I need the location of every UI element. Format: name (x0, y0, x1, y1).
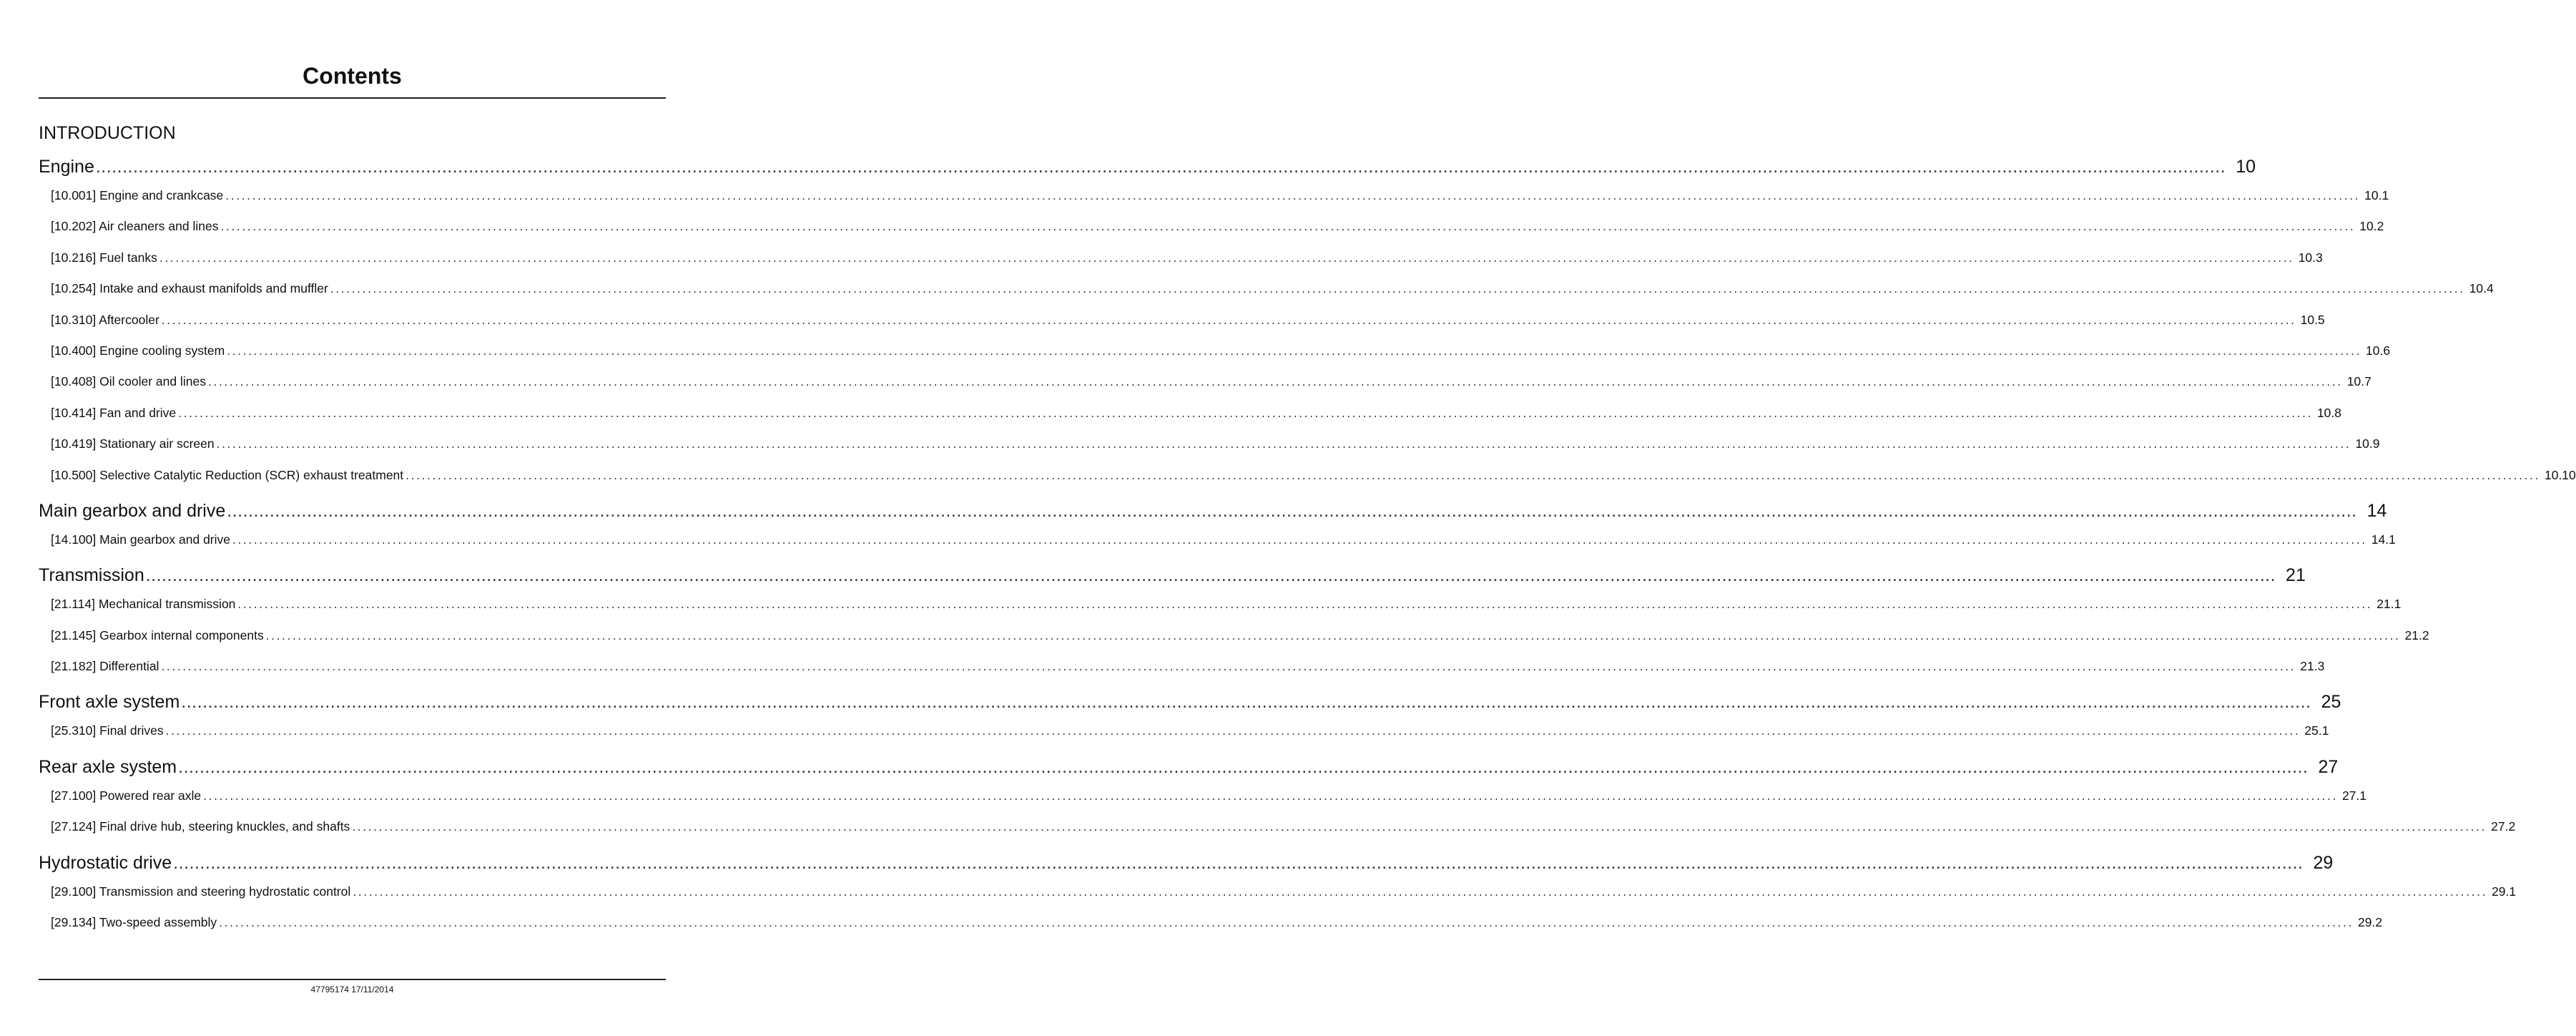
toc-entry-page: 10.4 (2469, 281, 2494, 296)
dot-leader: ................................................................................................................................................................................................................................................................................................................................................................................................................ (405, 467, 2540, 482)
toc-entry-page: 10.1 (2364, 188, 2389, 202)
table-of-contents (39, 153, 2576, 938)
toc-entry-link[interactable] (39, 620, 2429, 651)
dot-leader: ................................................................................................................................................................................................................................................................................................................................................................................................................ (237, 597, 2373, 612)
toc-entry-page: 25.1 (2304, 723, 2329, 738)
toc-entry-page: 10.7 (2346, 374, 2371, 389)
toc-entry-link[interactable] (39, 366, 2371, 397)
dot-leader: ................................................................................................................................................................................................................................................................................................................................................................................................................ (161, 312, 2296, 327)
toc-entry-title: [10.414] Fan and drive (51, 405, 177, 420)
toc-section-link[interactable] (39, 562, 2306, 589)
toc-entry-link[interactable] (39, 243, 2323, 273)
toc-entry-page: 10.3 (2298, 250, 2323, 265)
toc-entry-title: [21.114] Mechanical transmission (51, 597, 236, 612)
dot-leader: ................................................................................................................................................................................................................................................................................................................................................................................................................ (352, 819, 2487, 834)
toc-entry-page: 29.1 (2492, 884, 2517, 899)
toc-entry-link[interactable] (39, 273, 2494, 304)
footer-doc-number-date: 47795174 17/11/2014 (310, 984, 394, 995)
dot-leader: ................................................................................................................................................................................................................................................................................................................................................................................................................ (227, 343, 2362, 358)
toc-entry-page: 10.2 (2359, 219, 2384, 234)
bottom-divider (39, 979, 666, 980)
toc-entry-title: [10.310] Aftercooler (51, 312, 159, 327)
toc-section (39, 849, 2517, 939)
toc-entry-link[interactable] (39, 180, 2389, 211)
toc-section-title: Rear axle system (39, 756, 177, 777)
dot-leader: ................................................................................................................................................................................................................................................................................................................................................................................................................ (207, 374, 2343, 389)
toc-entry-title: [10.254] Intake and exhaust manifolds and muffler (51, 281, 328, 296)
toc-entry-link[interactable] (39, 524, 2396, 555)
toc-section (39, 497, 2396, 555)
toc-entry-title: [27.124] Final drive hub, steering knuckles, and shafts (51, 819, 350, 834)
toc-entry-title: [10.216] Fuel tanks (51, 250, 157, 265)
toc-entry-title: [29.134] Two-speed assembly (51, 915, 217, 930)
toc-section-page: 25 (2321, 692, 2341, 713)
toc-entry-title: [10.001] Engine and crankcase (51, 188, 224, 202)
dot-leader: ................................................................................................................................................................................................................................................................................................................................................................................................................ (178, 756, 2309, 777)
toc-section-page: 27 (2318, 756, 2339, 777)
toc-entry-link[interactable] (39, 398, 2342, 429)
toc-section-title: Engine (39, 157, 94, 177)
toc-entry-link[interactable] (39, 429, 2380, 459)
toc-section (39, 153, 2576, 491)
toc-entry-page: 21.3 (2300, 659, 2325, 674)
dot-leader: ................................................................................................................................................................................................................................................................................................................................................................................................................ (353, 884, 2488, 899)
toc-entry-page: 14.1 (2371, 532, 2396, 547)
toc-entry-page: 21.2 (2404, 627, 2429, 642)
toc-section-page: 10 (2236, 157, 2256, 177)
dot-leader: ................................................................................................................................................................................................................................................................................................................................................................................................................ (181, 692, 2311, 713)
toc-entry-title: [10.408] Oil cooler and lines (51, 374, 206, 389)
toc-entry-title: [21.182] Differential (51, 659, 159, 674)
dot-leader: ................................................................................................................................................................................................................................................................................................................................................................................................................ (227, 500, 2357, 521)
toc-section-link[interactable] (39, 849, 2334, 876)
dot-leader: ................................................................................................................................................................................................................................................................................................................................................................................................................ (330, 281, 2465, 296)
toc-section (39, 688, 2341, 746)
toc-entry-link[interactable] (39, 715, 2329, 746)
toc-entry-link[interactable] (39, 305, 2325, 336)
toc-section-link[interactable] (39, 153, 2256, 180)
toc-entry-page: 21.1 (2376, 597, 2402, 612)
toc-entry-title: [10.500] Selective Catalytic Reduction (SCR) exhaust treatment (51, 467, 404, 482)
toc-entry-title: [10.400] Engine cooling system (51, 343, 225, 358)
toc-entry-title: [14.100] Main gearbox and drive (51, 532, 230, 547)
dot-leader: ................................................................................................................................................................................................................................................................................................................................................................................................................ (95, 157, 2226, 177)
toc-entry-link[interactable] (39, 211, 2384, 242)
dot-leader: ................................................................................................................................................................................................................................................................................................................................................................................................................ (203, 788, 2338, 803)
toc-entry-page: 27.1 (2341, 788, 2367, 803)
toc-section-link[interactable] (39, 753, 2339, 781)
dot-leader: ................................................................................................................................................................................................................................................................................................................................................................................................................ (161, 659, 2296, 674)
toc-section-title: Main gearbox and drive (39, 500, 226, 521)
introduction-heading[interactable]: INTRODUCTION (39, 123, 176, 143)
toc-entry-title: [10.202] Air cleaners and lines (51, 219, 219, 234)
dot-leader: ................................................................................................................................................................................................................................................................................................................................................................................................................ (219, 915, 2354, 930)
toc-entry-title: [29.100] Transmission and steering hydrostatic control (51, 884, 351, 899)
top-divider (39, 97, 666, 99)
toc-section-title: Transmission (39, 565, 144, 586)
toc-section (39, 753, 2516, 843)
toc-section-title: Hydrostatic drive (39, 852, 172, 873)
toc-entry-title: [21.145] Gearbox internal components (51, 627, 264, 642)
dot-leader: ................................................................................................................................................................................................................................................................................................................................................................................................................ (173, 852, 2304, 873)
dot-leader: ................................................................................................................................................................................................................................................................................................................................................................................................................ (165, 723, 2301, 738)
toc-entry-link[interactable] (39, 336, 2391, 366)
toc-entry-link[interactable] (39, 589, 2402, 620)
page-title: Contents (303, 63, 402, 89)
toc-entry-link[interactable] (39, 781, 2367, 811)
toc-section-title: Front axle system (39, 692, 180, 713)
toc-section-page: 21 (2286, 565, 2306, 586)
toc-entry-link[interactable] (39, 907, 2383, 938)
toc-entry-title: [25.310] Final drives (51, 723, 164, 738)
toc-section-link[interactable] (39, 688, 2341, 715)
dot-leader: ................................................................................................................................................................................................................................................................................................................................................................................................................ (216, 436, 2351, 451)
toc-entry-page: 10.5 (2300, 312, 2325, 327)
toc-entry-page: 10.9 (2355, 436, 2380, 451)
toc-entry-link[interactable] (39, 460, 2576, 491)
toc-entry-page: 10.8 (2316, 405, 2342, 420)
dot-leader: ................................................................................................................................................................................................................................................................................................................................................................................................................ (178, 405, 2313, 420)
toc-entry-page: 10.6 (2366, 343, 2391, 358)
toc-entry-link[interactable] (39, 876, 2517, 907)
toc-entry-title: [27.100] Powered rear axle (51, 788, 202, 803)
dot-leader: ................................................................................................................................................................................................................................................................................................................................................................................................................ (232, 532, 2367, 547)
toc-entry-page: 27.2 (2491, 819, 2516, 834)
toc-entry-title: [10.419] Stationary air screen (51, 436, 215, 451)
toc-section-page: 14 (2366, 500, 2387, 521)
toc-entry-link[interactable] (39, 651, 2325, 682)
dot-leader: ................................................................................................................................................................................................................................................................................................................................................................................................................ (220, 219, 2356, 234)
toc-section-page: 29 (2313, 852, 2334, 873)
toc-section-link[interactable] (39, 497, 2387, 524)
dot-leader: ................................................................................................................................................................................................................................................................................................................................................................................................................ (145, 565, 2276, 586)
dot-leader: ................................................................................................................................................................................................................................................................................................................................................................................................................ (159, 250, 2294, 265)
dot-leader: ................................................................................................................................................................................................................................................................................................................................................................................................................ (225, 188, 2361, 202)
dot-leader: ................................................................................................................................................................................................................................................................................................................................................................................................................ (265, 627, 2401, 642)
toc-entry-page: 10.10 (2544, 467, 2576, 482)
toc-entry-page: 29.2 (2358, 915, 2383, 930)
toc-entry-link[interactable] (39, 811, 2516, 842)
toc-section (39, 562, 2429, 682)
